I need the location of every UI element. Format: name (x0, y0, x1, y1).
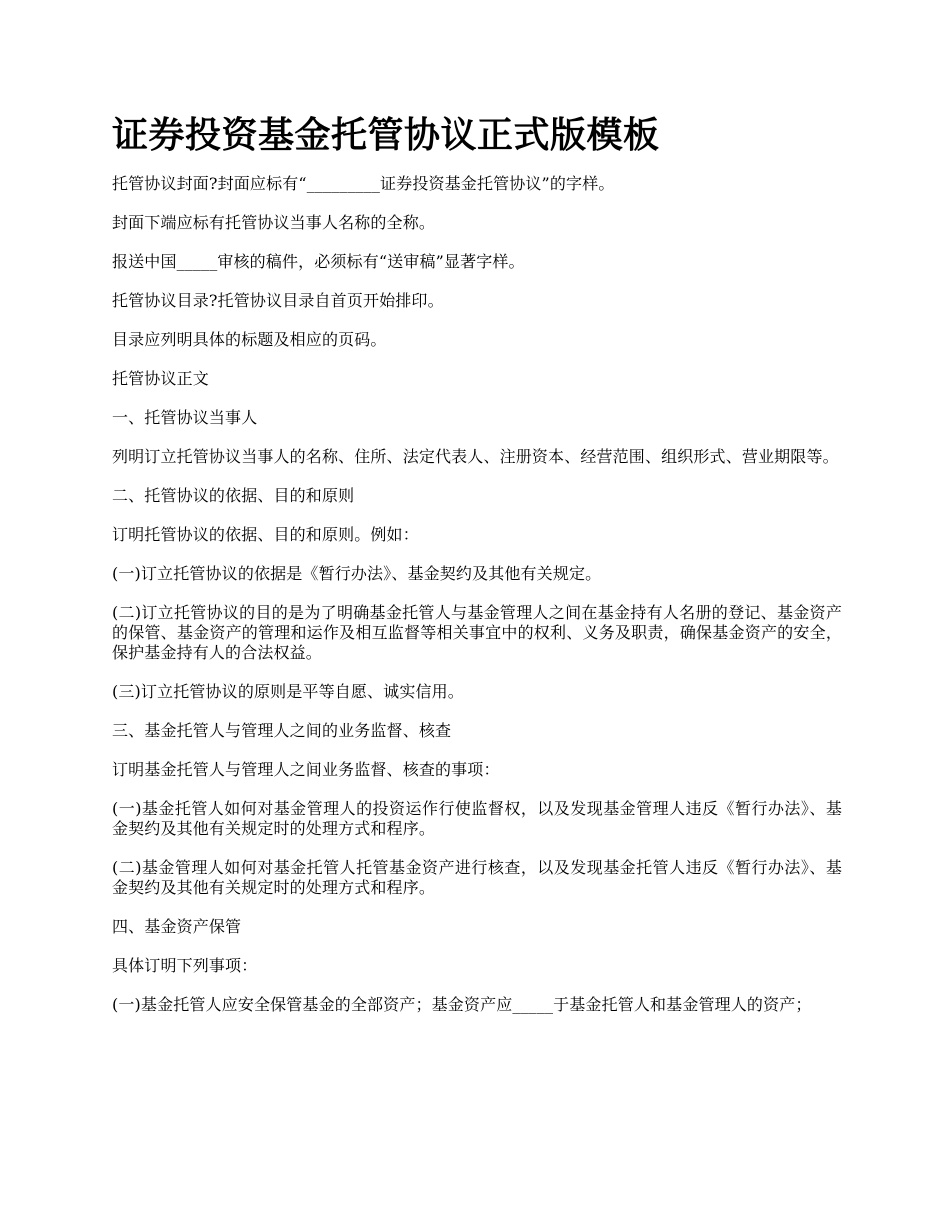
section-heading-2: 二、托管协议的依据、目的和原则 (112, 486, 355, 505)
paragraph-toc: 托管协议目录?托管协议目录自首页开始排印。 (112, 291, 444, 310)
paragraph-parties: 列明订立托管协议当事人的名称、住所、法定代表人、注册资本、经营范围、组织形式、营业期限等。 (112, 447, 839, 466)
paragraph-supervision-1: (一)基金托管人如何对基金管理人的投资运作行使监督权，以及发现基金管理人违反《暂行办法》、基金契约及其他有关规定时的处理方式和程序。 (112, 799, 842, 838)
paragraph-basis-2: (二)订立托管协议的目的是为了明确基金托管人与基金管理人之间在基金持有人名册的登记、基金资产的保管、基金资产的管理和运作及相互监督等相关事宜中的权利、义务及职责，确保基金资产的安全，保护基金持有人的合法权益。 (112, 603, 842, 662)
document-page (112, 104, 842, 1034)
paragraph-cover: 托管协议封面?封面应标有“_________证券投资基金托管协议”的字样。 (112, 174, 615, 193)
section-heading-1: 一、托管协议当事人 (112, 408, 258, 427)
section-heading-3: 三、基金托管人与管理人之间的业务监督、核查 (112, 721, 452, 740)
paragraph-custody-intro: 具体订明下列事项： (112, 956, 258, 975)
paragraph-toc-detail: 目录应列明具体的标题及相应的页码。 (112, 330, 387, 349)
section-heading-4: 四、基金资产保管 (112, 917, 242, 936)
document-title: 证券投资基金托管协议正式版模板 (112, 115, 660, 156)
paragraph-custody-1: (一)基金托管人应安全保管基金的全部资产；基金资产应_____于基金托管人和基金管理人的资产； (112, 995, 812, 1014)
paragraph-basis-intro: 订明托管协议的依据、目的和原则。例如： (112, 525, 419, 544)
paragraph-supervision-intro: 订明基金托管人与管理人之间业务监督、核查的事项： (112, 760, 500, 779)
paragraph-cover-bottom: 封面下端应标有托管协议当事人名称的全称。 (112, 213, 436, 232)
paragraph-submission: 报送中国_____审核的稿件，必须标有“送审稿”显著字样。 (112, 252, 525, 271)
paragraph-basis-1: (一)订立托管协议的依据是《暂行办法》、基金契约及其他有关规定。 (112, 564, 602, 583)
section-heading-body: 托管协议正文 (112, 369, 209, 388)
paragraph-basis-3: (三)订立托管协议的原则是平等自愿、诚实信用。 (112, 682, 464, 701)
paragraph-supervision-2: (二)基金管理人如何对基金托管人托管基金资产进行核查，以及发现基金托管人违反《暂行办法》、基金契约及其他有关规定时的处理方式和程序。 (112, 858, 842, 897)
